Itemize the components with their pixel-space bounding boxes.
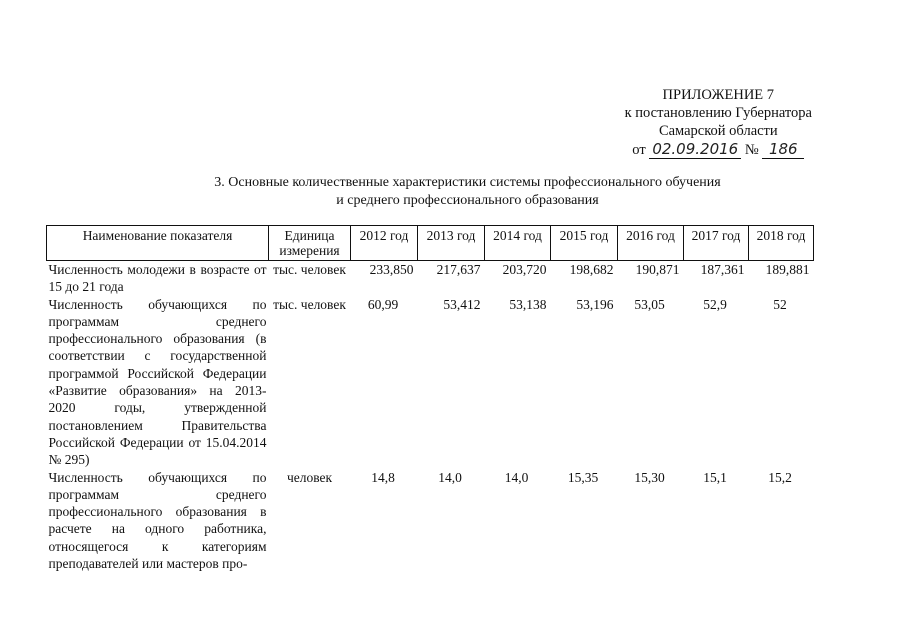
value-cell: 14,0 — [438, 469, 462, 485]
value-cell: 60,99 — [367, 296, 399, 312]
unit-cell: человек — [286, 469, 333, 485]
header-year: 2013 год — [418, 226, 485, 261]
value-cell: 53,05 — [634, 296, 665, 312]
header-year: 2014 год — [485, 226, 551, 261]
header-unit: Единица измерения — [269, 226, 351, 261]
indicators-table — [46, 225, 814, 572]
section-title-line-2: и среднего профессионального образования — [336, 193, 599, 208]
header-year: 2015 год — [551, 226, 618, 261]
header-year: 2017 год — [684, 226, 749, 261]
value-cell: 187,361 — [700, 262, 745, 277]
appendix-title: ПРИЛОЖЕНИЕ 7 — [662, 87, 775, 103]
from-label: от — [632, 142, 646, 158]
appendix-line-2: к постановлению Губернатора — [624, 105, 812, 121]
value-cell: 233,850 — [369, 262, 414, 277]
indicator-name: Численность обучающихся по программам среднего профессионального образования в расчете на одного работника, относящегося к категориям преподавателей или мастеров про- — [48, 469, 267, 572]
value-cell: 198,682 — [569, 262, 614, 277]
value-cell: 53,138 — [509, 296, 547, 312]
value-cell: 53,196 — [576, 296, 614, 312]
decree-number: 186 — [762, 140, 804, 159]
value-cell: 15,2 — [768, 469, 792, 485]
appendix-date-line — [625, 140, 812, 159]
section-title — [0, 174, 905, 210]
table-row — [47, 296, 814, 469]
number-label: № — [744, 142, 759, 158]
table-row — [47, 261, 814, 296]
value-cell: 52,9 — [703, 296, 727, 312]
appendix-header — [625, 86, 812, 159]
header-indicator: Наименование показателя — [47, 226, 269, 261]
section-title-line-1: 3. Основные количественные характеристики системы профессионального обучения — [214, 175, 721, 190]
indicator-name: Численность обучающихся по программам среднего профессионального образования (в соответствии с государственной программой Российской Федерации «Развитие образования» на 2013-2020 годы, утвержденной постановлением Правительства Российской Федерации от 15.04.2014 № 295) — [48, 296, 267, 468]
header-year: 2016 год — [618, 226, 684, 261]
header-year: 2018 год — [749, 226, 814, 261]
value-cell: 190,871 — [635, 262, 680, 277]
indicator-name: Численность молодежи в возрасте от 15 до 21 года — [48, 262, 267, 295]
appendix-line-3: Самарской области — [658, 123, 778, 139]
table-header-row — [47, 226, 814, 261]
value-cell: 15,1 — [703, 469, 727, 485]
value-cell: 203,720 — [502, 262, 547, 277]
unit-cell: тыс. человек — [273, 262, 346, 277]
unit-cell: тыс. человек — [273, 296, 346, 312]
header-year: 2012 год — [351, 226, 418, 261]
decree-date: 02.09.2016 — [649, 140, 741, 159]
value-cell: 217,637 — [436, 262, 481, 277]
value-cell: 15,30 — [634, 469, 665, 485]
value-cell: 189,881 — [765, 262, 810, 277]
value-cell: 14,0 — [504, 469, 529, 485]
value-cell: 14,8 — [371, 469, 395, 485]
value-cell: 15,35 — [567, 469, 599, 485]
table-row — [47, 469, 814, 573]
value-cell: 53,412 — [443, 296, 481, 312]
value-cell: 52 — [773, 296, 787, 312]
